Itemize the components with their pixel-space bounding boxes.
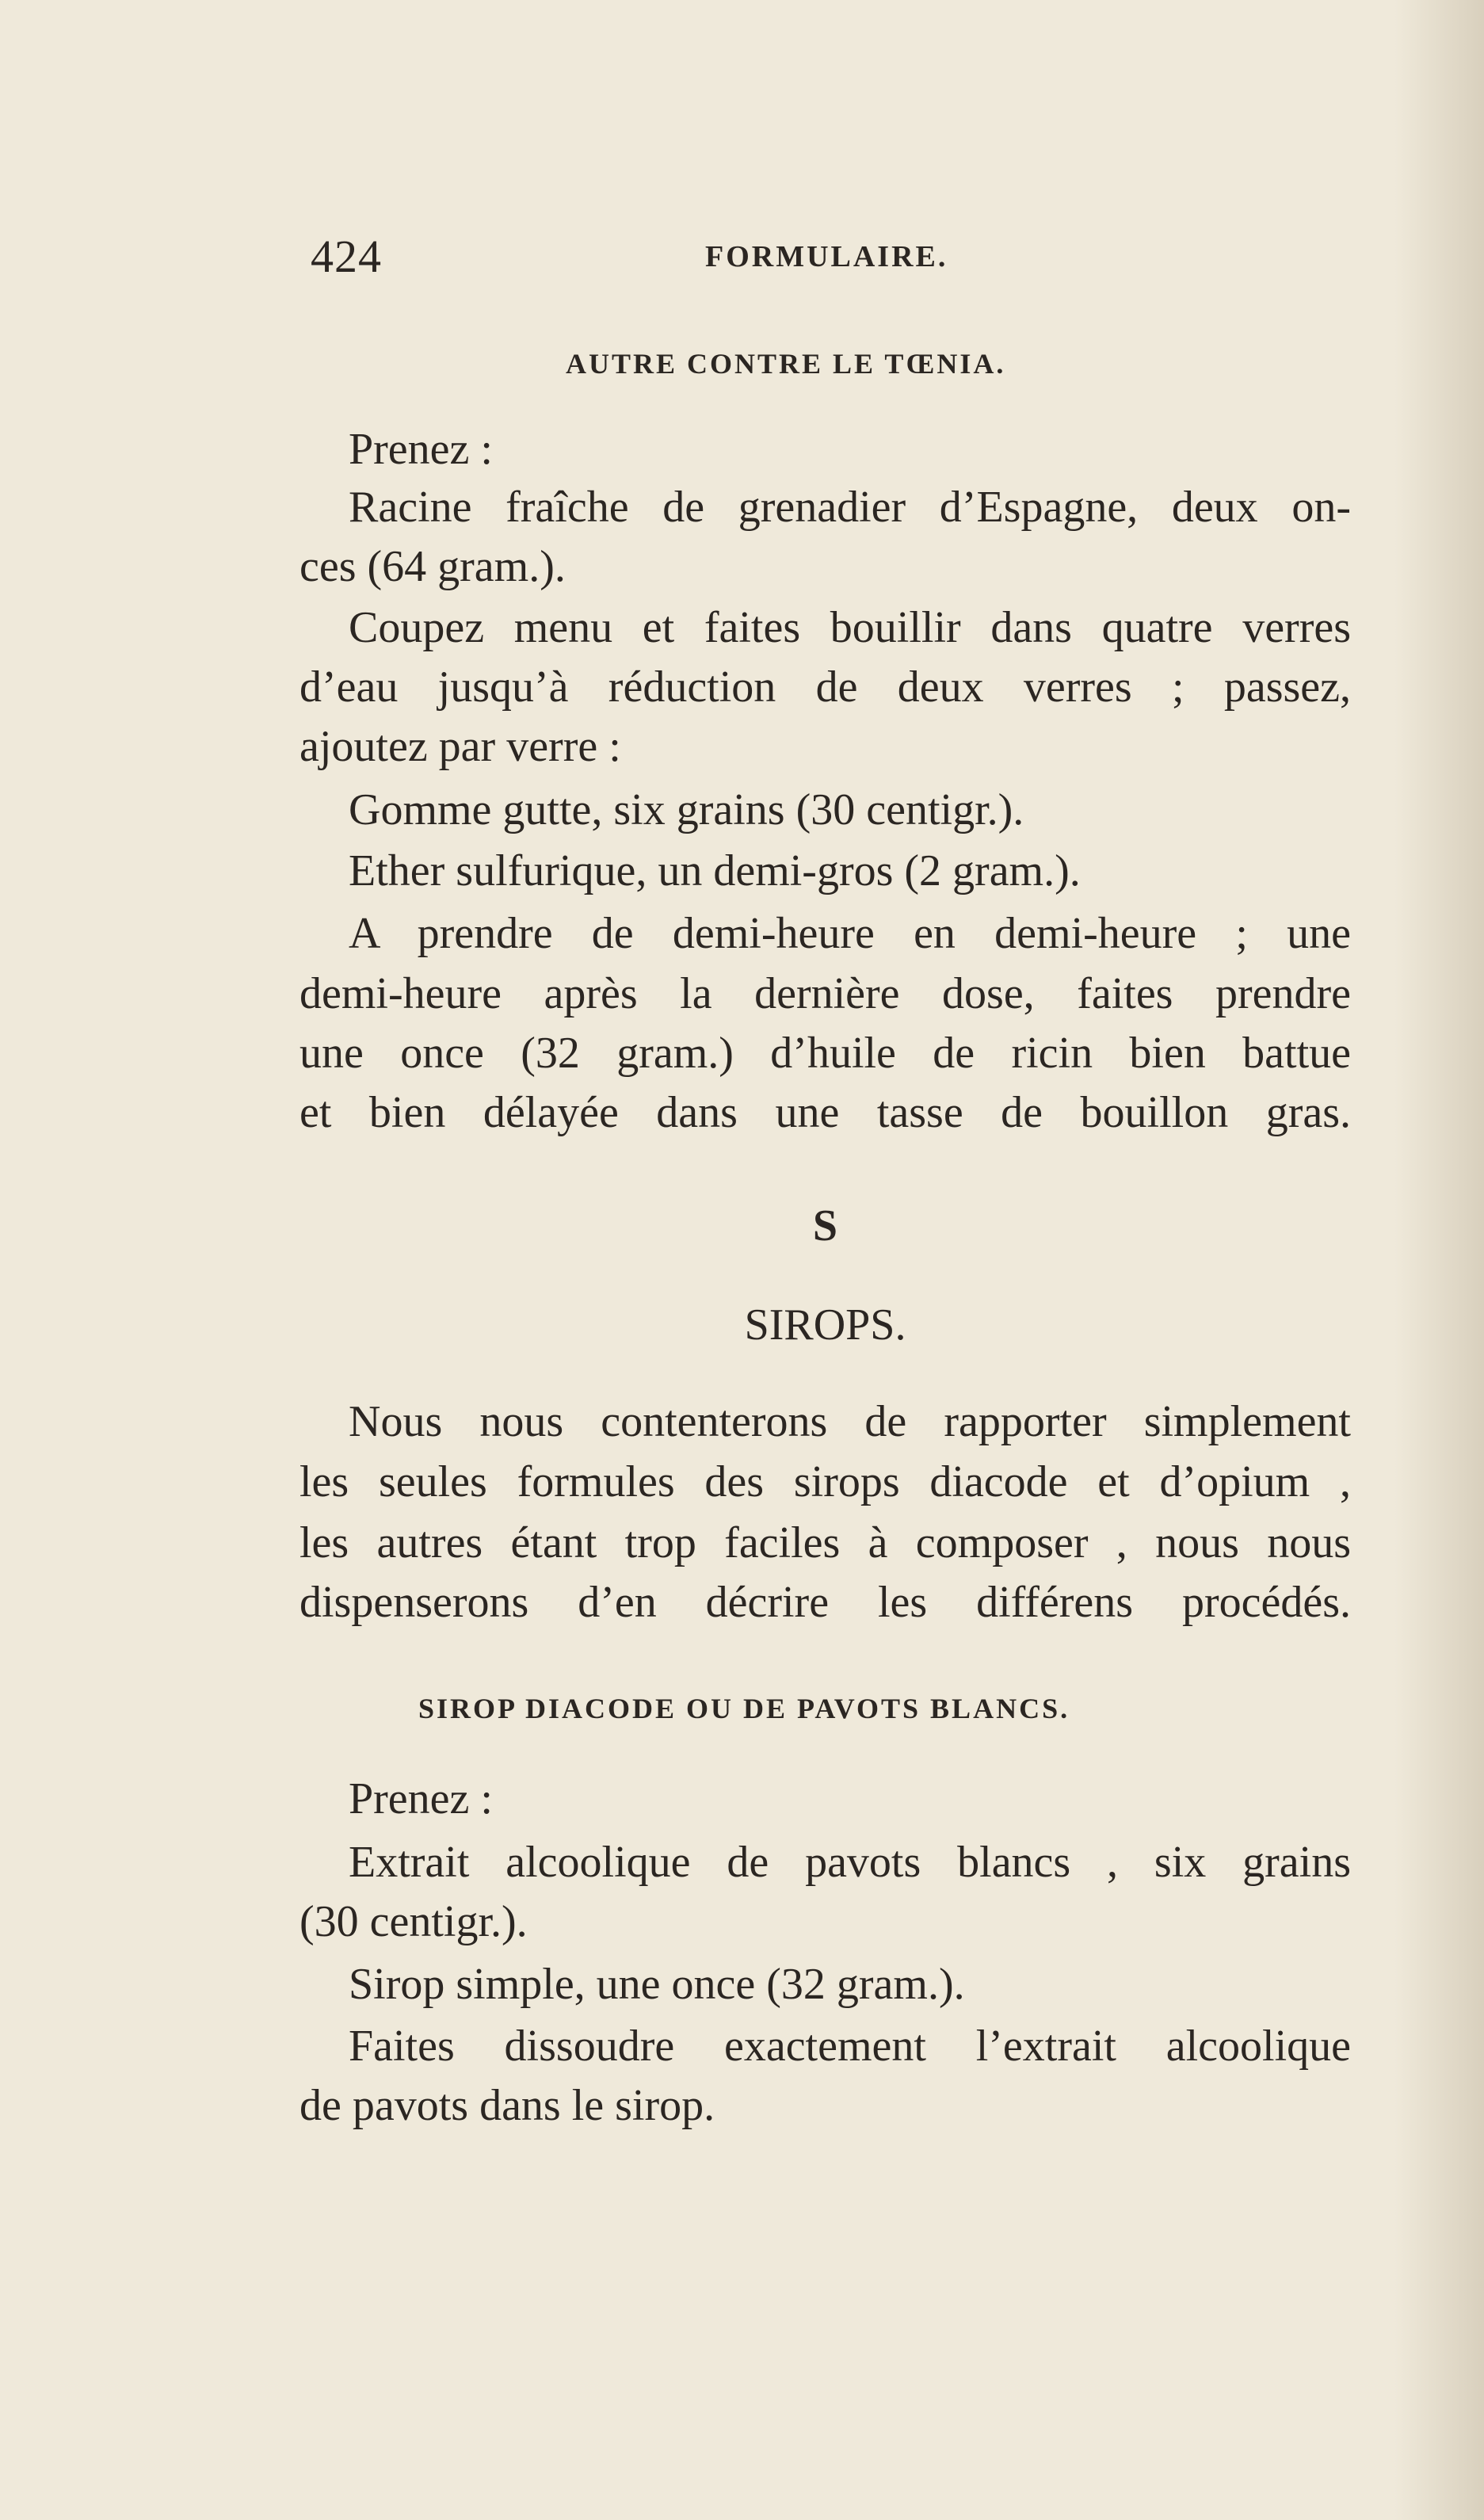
recipe-line: de pavots dans le sirop. — [299, 2081, 715, 2130]
recipe-line: une once (32 gram.) d’huile de ricin bien battue — [299, 1029, 1351, 1078]
page-edge-shadow — [1394, 0, 1484, 2520]
recipe-line: Sirop simple, une once (32 gram.). — [349, 1960, 965, 2009]
recipe-line: ajoutez par verre : — [299, 722, 621, 771]
running-title: FORMULAIRE. — [705, 240, 948, 273]
recipe-line: Faites dissoudre exactement l’extrait alcoolique — [349, 2022, 1351, 2071]
recipe-line: Racine fraîche de grenadier d’Espagne, deux on- — [349, 483, 1351, 532]
recipe-line: Extrait alcoolique de pavots blancs , six grains — [349, 1838, 1351, 1887]
page-number: 424 — [311, 231, 382, 282]
section-letter: S — [812, 1201, 838, 1250]
recipe-line: A prendre de demi-heure en demi-heure ; une — [349, 909, 1351, 958]
recipe-line: Prenez : — [349, 1774, 493, 1823]
recipe-line: demi-heure après la dernière dose, faites prendre — [299, 969, 1351, 1018]
recipe-line: ces (64 gram.). — [299, 542, 566, 591]
intro-line: dispenserons d’en décrire les différens procédés. — [299, 1578, 1351, 1627]
recipe-heading-toenia: AUTRE CONTRE LE TŒNIA. — [566, 348, 1006, 380]
recipe-heading-diacode: SIROP DIACODE OU DE PAVOTS BLANCS. — [418, 1693, 1070, 1724]
intro-line: Nous nous contenterons de rapporter simplement — [349, 1397, 1351, 1446]
recipe-line: Gomme gutte, six grains (30 centigr.). — [349, 785, 1024, 834]
recipe-line: Prenez : — [349, 425, 493, 474]
recipe-line: d’eau jusqu’à réduction de deux verres ; passez, — [299, 662, 1351, 712]
recipe-line: Coupez menu et faites bouillir dans quatre verres — [349, 603, 1351, 652]
recipe-line: et bien délayée dans une tasse de bouillon gras. — [299, 1088, 1351, 1137]
intro-line: les autres étant trop faciles à composer , nous nous — [299, 1518, 1351, 1567]
recipe-line: Ether sulfurique, un demi-gros (2 gram.). — [349, 846, 1081, 895]
section-title: SIROPS. — [744, 1300, 906, 1350]
intro-line: les seules formules des sirops diacode et d’opium , — [299, 1457, 1351, 1506]
recipe-line: (30 centigr.). — [299, 1897, 528, 1946]
